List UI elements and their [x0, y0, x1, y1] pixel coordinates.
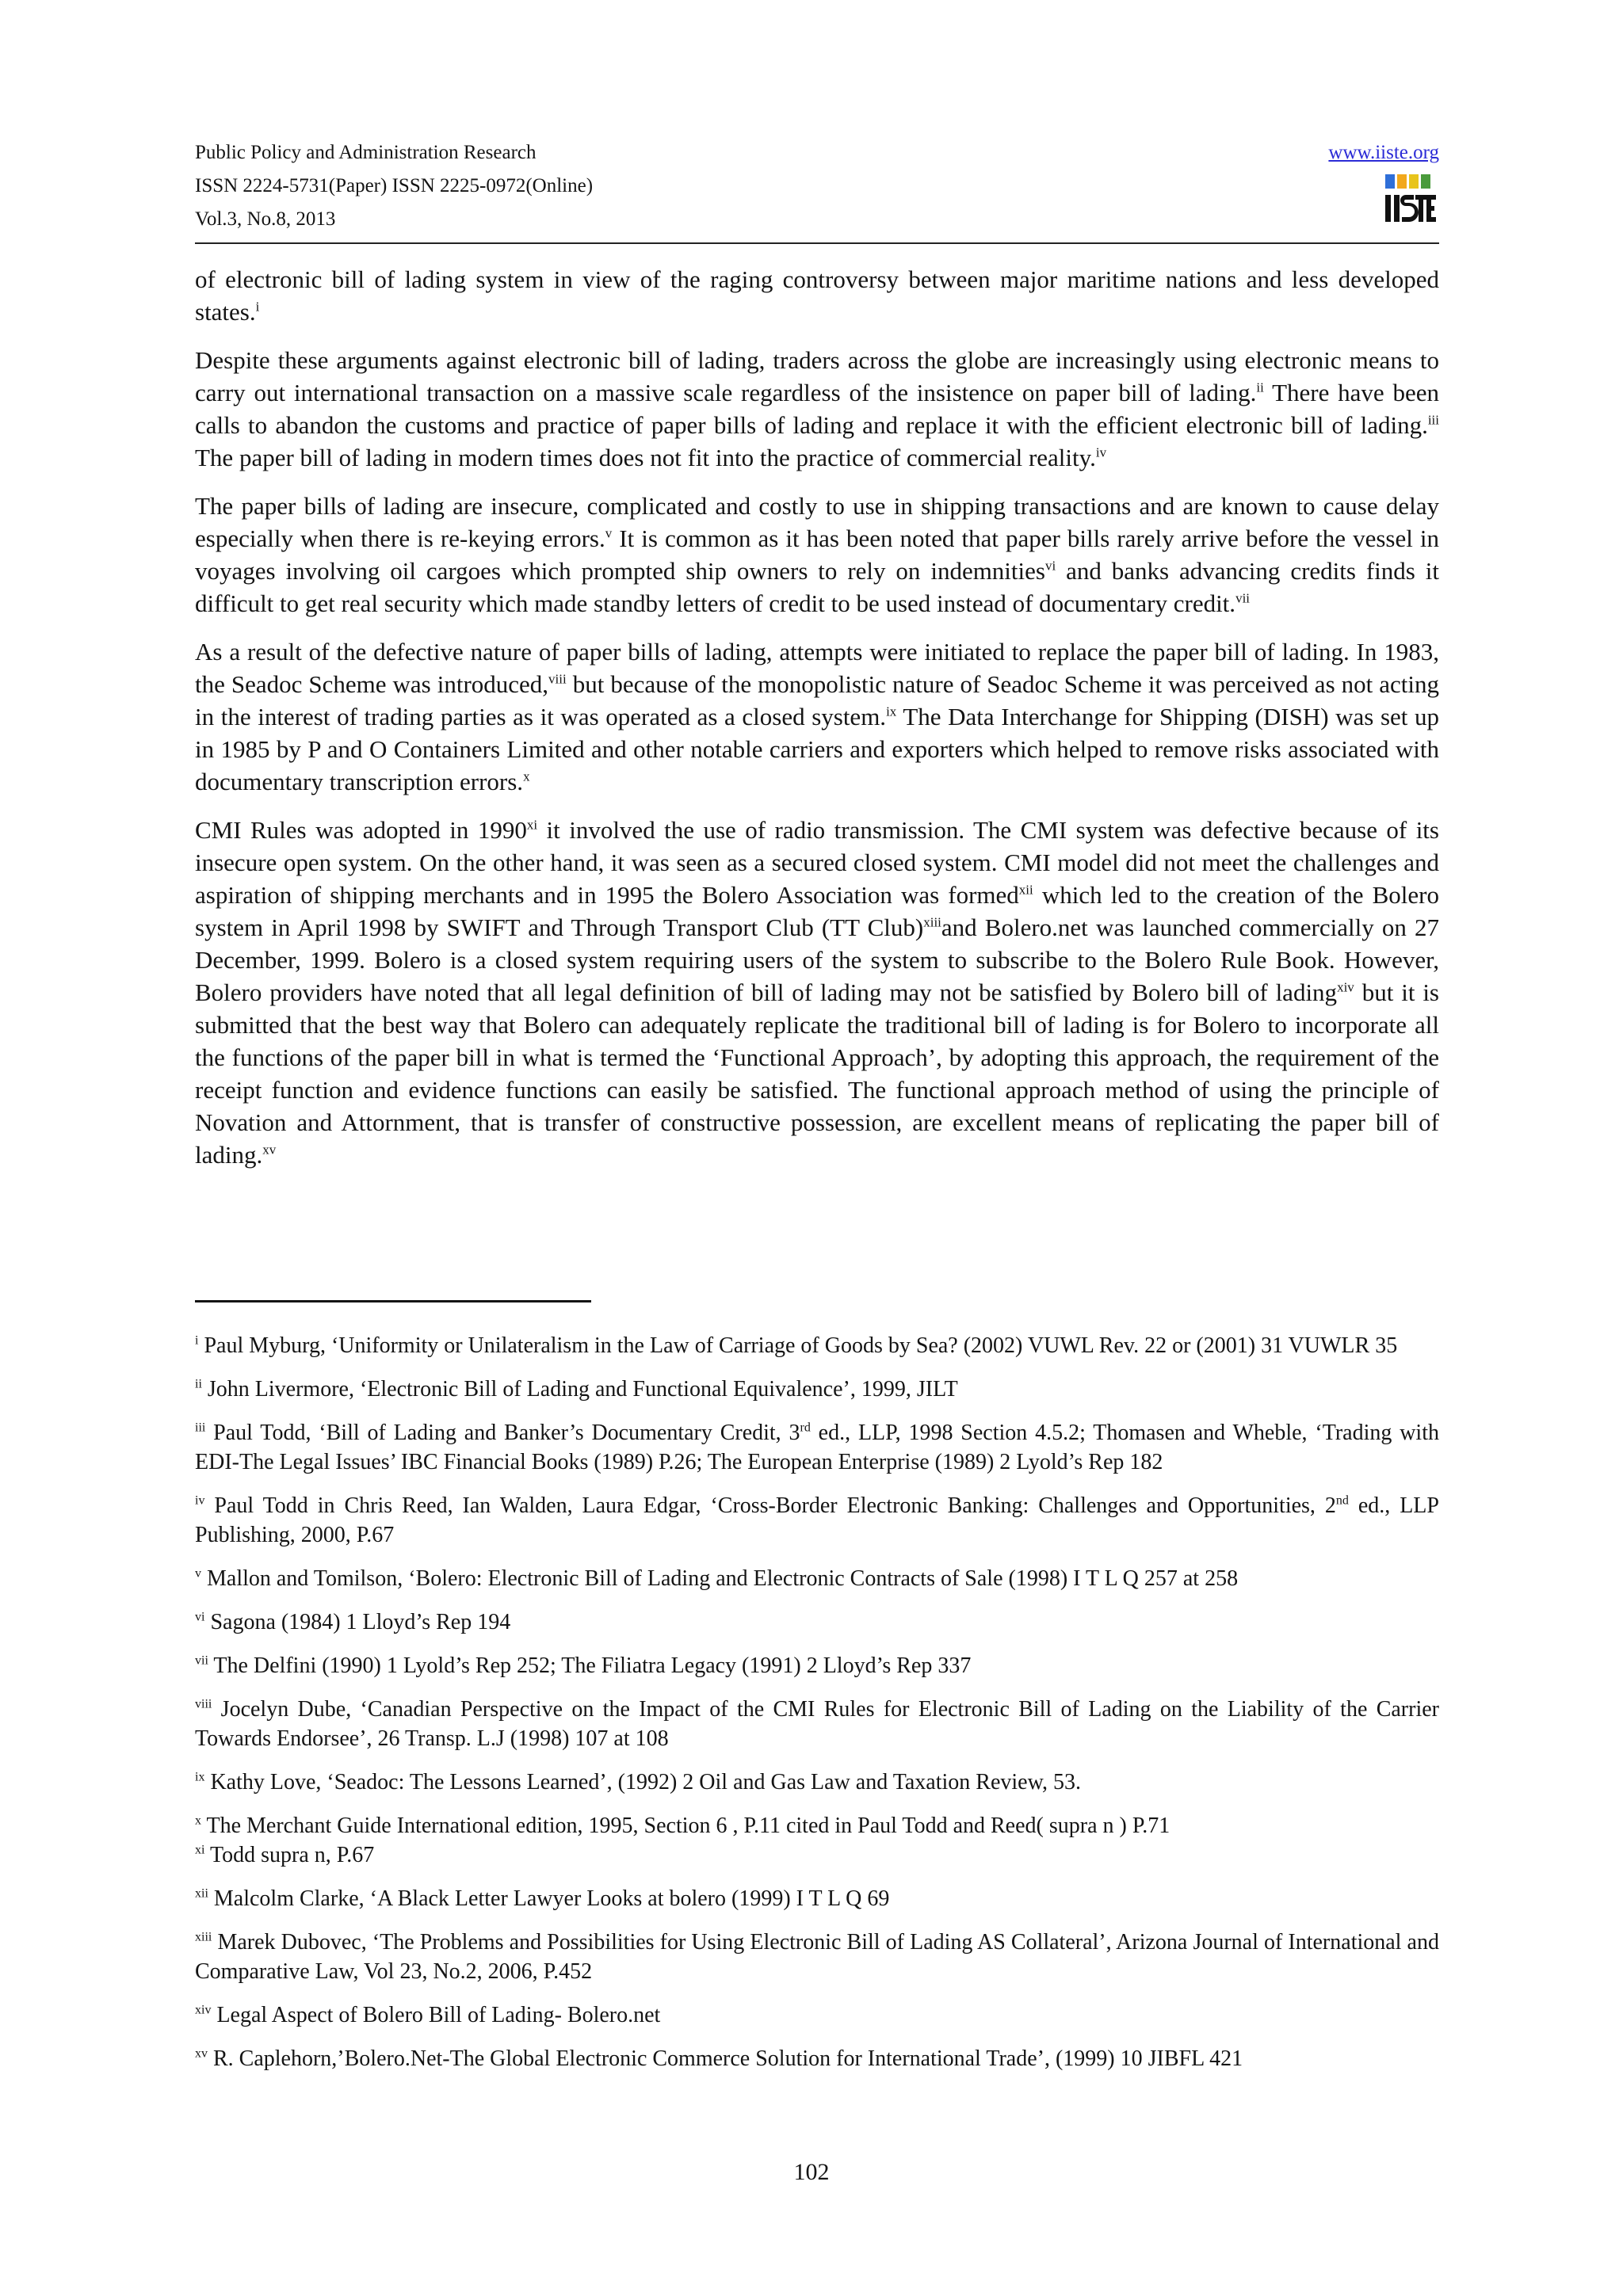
page-header [195, 136, 1439, 244]
p1-text: of electronic bill of lading system in view of the raging controversy between major maritime nations and less developed states. [195, 265, 1439, 326]
footnote-ref[interactable]: i [255, 299, 260, 315]
paragraph-4 [195, 635, 1439, 798]
footnote-15 [195, 2044, 1439, 2073]
footnote-mark: v [195, 1566, 201, 1581]
footnote-mark: xiv [195, 2003, 212, 2017]
footnote-text: Paul Todd, ‘Bill of Lading and Banker’s Documentary Credit, 3 [205, 1421, 800, 1445]
footnote-8 [195, 1695, 1439, 1753]
footnote-1 [195, 1331, 1439, 1360]
p2-text-c: The paper bill of lading in modern times does not fit into the practice of commercial reality. [195, 444, 1096, 471]
footnote-text: Paul Todd in Chris Reed, Ian Walden, Laura Edgar, ‘Cross-Border Electronic Banking: Challenges and Opportunities, 2 [204, 1493, 1336, 1518]
footnote-text: The Delfini (1990) 1 Lyold’s Rep 252; The Filiatra Legacy (1991) 2 Lloyd’s Rep 337 [208, 1653, 972, 1678]
main-body [195, 263, 1439, 1187]
footnote-ref[interactable]: iv [1095, 444, 1107, 460]
footnote-text: Legal Aspect of Bolero Bill of Lading- Bolero.net [211, 2003, 661, 2027]
footnote-mark: xiii [195, 1930, 212, 1944]
volume-line: Vol.3, No.8, 2013 [195, 208, 336, 230]
p3-text-c: and banks advancing credits finds it difficult to get real security which made standby letters of credit to be used instead of documentary credit. [195, 557, 1439, 617]
footnote-6 [195, 1608, 1439, 1637]
footnote-text-cont: ed., LLP Publishing, 2000, P.67 [195, 1493, 1439, 1547]
footnote-text: Sagona (1984) 1 Lloyd’s Rep 194 [204, 1610, 511, 1634]
paragraph-5 [195, 814, 1439, 1171]
footnote-mark: x [195, 1814, 201, 1828]
footnote-text: The Merchant Guide International edition, 1995, Section 6 , P.11 cited in Paul Todd and Reed( supra n ) P.71 [201, 1814, 1170, 1838]
footnote-ref[interactable]: iii [1427, 412, 1439, 428]
footnote-mark: xv [195, 2046, 208, 2061]
footnote-ref[interactable]: xiv [1337, 979, 1354, 995]
footnote-11 [195, 1840, 1439, 1870]
page-number: 102 [793, 2159, 830, 2185]
footnote-ref[interactable]: xiii [923, 914, 941, 930]
footnote-ref[interactable]: v [605, 525, 613, 541]
p3-text-a: The paper bills of lading are insecure, complicated and costly to use in shipping transactions and are known to cause delay especially when there is re-keying errors. [195, 492, 1439, 552]
footnote-mark: vii [195, 1653, 208, 1668]
paragraph-3 [195, 490, 1439, 620]
footnote-5 [195, 1564, 1439, 1593]
footnote-text: Kathy Love, ‘Seadoc: The Lessons Learned’, (1992) 2 Oil and Gas Law and Taxation Review, 53. [204, 1770, 1082, 1794]
p5-text-d: and Bolero.net was launched commercially on 27 December, 1999. Bolero is a closed system requiring users of the system to subscribe to the Bolero Rule Book. However, Bolero providers have noted that all legal definition of bill of lading may not be satisfied by Bolero bill of lading [195, 913, 1439, 1006]
footnote-ref[interactable]: xi [526, 817, 538, 833]
footnote-mark: vi [195, 1610, 205, 1624]
ordinal-suffix: rd [800, 1421, 811, 1435]
header-rule [195, 242, 1439, 244]
footnote-13 [195, 1928, 1439, 1986]
footnote-text: Mallon and Tomilson, ‘Bolero: Electronic Bill of Lading and Electronic Contracts of Sale (1998) I T L Q 257 at 258 [201, 1566, 1239, 1591]
iiste-logo-icon [1382, 171, 1438, 227]
footnote-text: Marek Dubovec, ‘The Problems and Possibilities for Using Electronic Bill of Lading AS Collateral’, Arizona Journal of International and Comparative Law, Vol 23, No.2, 2006, P.452 [195, 1930, 1439, 1984]
footnote-ref[interactable]: ix [886, 704, 897, 719]
p2-text-a: Despite these arguments against electronic bill of lading, traders across the globe are increasingly using electronic means to carry out international transaction on a massive scale regardless of the insistence on paper bill of lading. [195, 346, 1439, 406]
p4-text-b: but because of the monopolistic nature of Seadoc Scheme it was perceived as not acting in the interest of trading parties as it was operated as a closed system. [195, 670, 1439, 730]
footnote-mark: ix [195, 1770, 205, 1784]
footnote-14 [195, 2000, 1439, 2030]
footnote-text: Malcolm Clarke, ‘A Black Letter Lawyer Looks at bolero (1999) I T L Q 69 [208, 1886, 890, 1911]
footnote-ref[interactable]: vii [1235, 590, 1251, 606]
p5-text-a: CMI Rules was adopted in 1990 [195, 816, 527, 844]
paragraph-2 [195, 344, 1439, 474]
footnote-ref[interactable]: ii [1256, 379, 1264, 395]
footnote-mark: i [195, 1333, 199, 1348]
footnote-mark: iii [195, 1421, 206, 1435]
p4-text-c: The Data Interchange for Shipping (DISH) was set up in 1985 by P and O Containers Limited and other notable carriers and exporters which helped to remove risks associated with documentary transcription errors. [195, 703, 1439, 795]
footnote-text: Jocelyn Dube, ‘Canadian Perspective on the Impact of the CMI Rules for Electronic Bill of Lading on the Liability of the Carrier Towards Endorsee’, 26 Transp. L.J (1998) 107 at 108 [195, 1697, 1439, 1751]
footnote-ref[interactable]: x [523, 769, 530, 784]
footnote-separator [195, 1300, 591, 1302]
footnote-mark: xi [195, 1843, 205, 1857]
footnote-text: R. Caplehorn,’Bolero.Net-The Global Electronic Commerce Solution for International Trade’, (1999) 10 JIBFL 421 [208, 2046, 1243, 2071]
journal-title: Public Policy and Administration Research [195, 142, 537, 163]
footnote-text: Todd supra n, P.67 [204, 1843, 375, 1867]
header-row-1 [195, 136, 1439, 170]
journal-url-link[interactable]: www.iiste.org [1328, 142, 1439, 163]
footnote-3 [195, 1418, 1439, 1477]
p5-text-e: but it is submitted that the best way that Bolero can adequately replicate the traditional bill of lading is for Bolero to incorporate all the functions of the paper bill in what is termed the ‘Functional Approach’, by adopting this approach, the requirement of the receipt function and evidence functions can easily be satisfied. The functional approach method of using the principle of Novation and Attornment, that is transfer of constructive possession, are excellent means of replicating the paper bill of lading. [195, 978, 1440, 1169]
footnote-mark: iv [195, 1493, 205, 1508]
footnote-text-cont: ed., LLP, 1998 Section 4.5.2; Thomasen and Wheble, ‘Trading with EDI-The Legal Issues’ IBC Financial Books (1989) P.26; The European Enterprise (1989) 2 Lyold’s Rep 182 [195, 1421, 1439, 1474]
footnote-mark: ii [195, 1377, 202, 1391]
footnote-2 [195, 1375, 1439, 1404]
footnote-7 [195, 1651, 1439, 1680]
p3-text-b: It is common as it has been noted that paper bills rarely arrive before the vessel in voyages involving oil cargoes which prompted ship owners to rely on indemnities [195, 524, 1439, 585]
p5-text-c: which led to the creation of the Bolero system in April 1998 by SWIFT and Through Transport Club (TT Club) [195, 881, 1439, 941]
ordinal-suffix: nd [1335, 1493, 1349, 1508]
footnote-9 [195, 1768, 1439, 1797]
footnote-ref[interactable]: xv [262, 1142, 277, 1158]
footnote-text: John Livermore, ‘Electronic Bill of Lading and Functional Equivalence’, 1999, JILT [201, 1377, 958, 1402]
issn-line: ISSN 2224-5731(Paper) ISSN 2225-0972(Online) [195, 175, 594, 196]
p2-text-b: There have been calls to abandon the customs and practice of paper bills of lading and replace it with the efficient electronic bill of lading. [195, 379, 1439, 439]
footnote-text: Paul Myburg, ‘Uniformity or Unilateralism in the Law of Carriage of Goods by Sea? (2002) VUWL Rev. 22 or (2001) 31 VUWLR 35 [198, 1333, 1398, 1358]
footnote-ref[interactable]: vi [1044, 558, 1056, 574]
footnote-10 [195, 1811, 1439, 1840]
paragraph-1 [195, 263, 1439, 328]
footnotes [195, 1331, 1439, 2088]
footnote-4 [195, 1491, 1439, 1550]
p4-text-a: As a result of the defective nature of paper bills of lading, attempts were initiated to replace the paper bill of lading. In 1983, the Seadoc Scheme was introduced, [195, 638, 1439, 698]
footnote-ref[interactable]: xii [1018, 882, 1033, 898]
footnote-ref[interactable]: viii [548, 671, 567, 687]
footnote-mark: viii [195, 1697, 212, 1711]
p5-text-b: it involved the use of radio transmission. The CMI system was defective because of its insecure open system. On the other hand, it was seen as a secured closed system. CMI model did not meet the challenges and aspiration of shipping merchants and in 1995 the Bolero Association was formed [195, 816, 1439, 909]
footnote-12 [195, 1884, 1439, 1913]
footnote-mark: xii [195, 1886, 208, 1901]
